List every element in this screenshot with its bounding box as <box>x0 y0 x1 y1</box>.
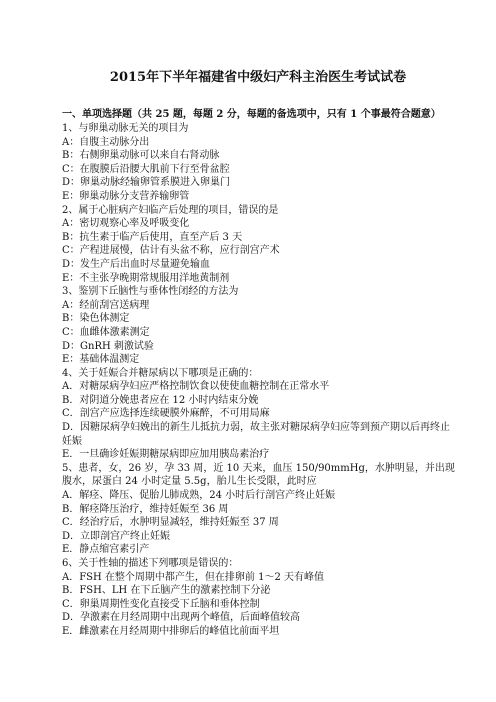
option-3a: A：经前刮宫送病理 <box>62 299 150 311</box>
question-3: 3、鉴别下丘脑性与垂体性闭经的方法为 <box>62 286 239 298</box>
option-3c: C：血雌体激素测定 <box>62 326 150 338</box>
option-1b: B：右侧卵巢动脉可以来自右肾动脉 <box>62 150 220 162</box>
option-1e: E：卵巢动脉分支营养输卵管 <box>62 190 190 202</box>
option-6a: A．FSH 在整个周期中都产生，但在排卵前 1～2 天有峰值 <box>62 571 324 583</box>
option-5d: D．立即剖宫产终止妊娠 <box>62 530 171 542</box>
option-4c: C．剖宫产应选择连续硬膜外麻醉，不可用局麻 <box>62 408 270 420</box>
question-4: 4、关于妊娠合并糖尿病以下哪项是正确的： <box>62 367 259 379</box>
option-6c: C．卵巢周期性变化直接受下丘脑和垂体控制 <box>62 598 260 610</box>
option-2a: A：密切观察心率及呼吸变化 <box>62 218 190 230</box>
option-1a: A：自腹主动脉分出 <box>62 136 150 148</box>
option-4a: A．对糖尿病孕妇应严格控制饮食以使使血糖控制在正常水平 <box>62 381 330 393</box>
option-6d: D．孕激素在月经周期中出现两个峰值，后面峰值较高 <box>62 612 301 624</box>
option-6b: B．FSH、LH 在下丘脑产生的激素控制下分泌 <box>62 585 271 597</box>
question-2: 2、属于心脏病产妇临产后处理的项目，错误的是 <box>62 204 279 216</box>
option-5b: B．解痉降压治疗，维持妊娠至 36 周 <box>62 503 229 515</box>
option-3b: B：染色体测定 <box>62 313 130 325</box>
option-1d: D：卵巢动脉经输卵管系膜进入卵巢门 <box>62 177 231 189</box>
option-4b: B．对阴道分娩患者应在 12 小时内结束分娩 <box>62 394 259 406</box>
option-5a: A．解痉、降压、促胎儿肺成熟，24 小时后行剖宫产终止妊娠 <box>62 490 336 502</box>
option-4d: D．因糖尿病孕妇娩出的新生儿抵抗力弱，故主张对糖尿病孕妇应等到预产期以后再终止妊娠 <box>62 422 451 447</box>
option-1c: C：在腹膜后沿腰大肌前下行至骨盆腔 <box>62 163 230 175</box>
option-3e: E：基础体温测定 <box>62 354 140 366</box>
option-3d: D：GnRH 刺激试验 <box>62 340 154 352</box>
option-5c: C．经治疗后，水肿明显减轻，维持妊娠至 37 周 <box>62 517 279 529</box>
question-1: 1、与卵巢动脉无关的项目为 <box>62 123 189 134</box>
option-2e: E：不主张孕晚期常规服用洋地黄制剂 <box>62 272 230 284</box>
option-6e: E．雌激素在月经周期中排卵后的峰值比前面平坦 <box>62 625 280 637</box>
question-5: 5、患者，女，26 岁，孕 33 周，近 10 天来，血压 150/90mmHg，水肿明显，并出现腹水，尿蛋白 24 小时定量 5.5g，胎儿生长受限，此时应 <box>62 462 455 488</box>
page-title: 2015年下半年福建省中级妇产科主治医生考试试卷 <box>109 70 407 85</box>
option-2b: B：抗生素于临产后使用，直至产后 3 天 <box>62 231 243 243</box>
section-heading: 一、单项选择题（共 25 题，每题 2 分，每题的备选项中，只有 1 个事最符合题意） <box>62 109 441 120</box>
option-4e: E．一旦确诊妊娠期糖尿病即应加用胰岛素治疗 <box>62 449 270 461</box>
option-2c: C：产程进展慢，估计有头盆不称，应行剖宫产术 <box>62 245 280 257</box>
question-6: 6、关于性轴的描述下列哪项是错误的： <box>62 558 239 569</box>
option-2d: D：发生产后出血时尽量避免输血 <box>62 258 211 270</box>
option-5e: E．静点缩宫素引产 <box>62 544 150 556</box>
